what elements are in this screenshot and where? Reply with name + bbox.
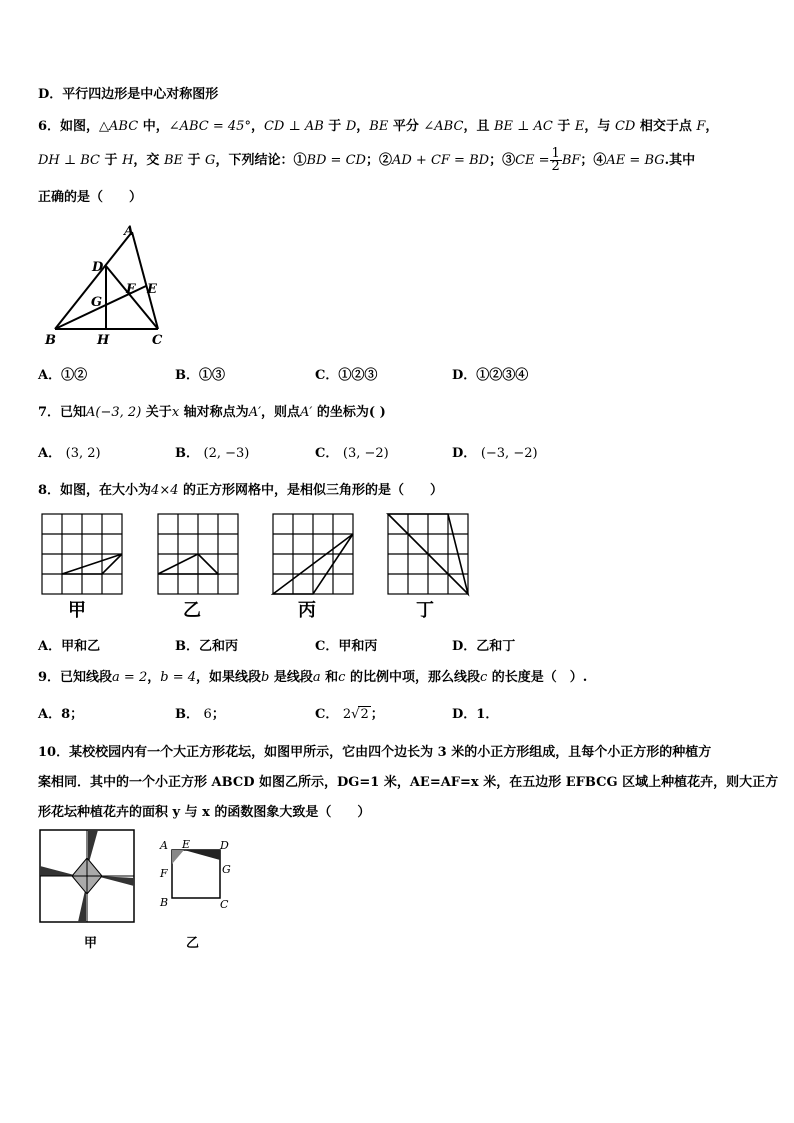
q6-c1: BD = CD [306, 153, 366, 168]
q7-option-d[interactable] [452, 442, 538, 461]
q9-b: b [261, 670, 270, 685]
q8-grid-yi [156, 512, 246, 622]
q10-label-jia: 甲 [84, 936, 98, 951]
q6-angle: ∠ABC = 45° [168, 119, 251, 134]
q6-t2: ， [250, 119, 264, 134]
q9-t3: 是线段 [269, 670, 313, 685]
q6-label-c: C [152, 333, 163, 347]
q9-option-c-radicand: 2 [360, 707, 369, 722]
q6-option-a[interactable]: A．①② [38, 368, 88, 383]
q6-triangle-figure [40, 222, 180, 347]
q7-option-a-value: (3, 2) [65, 446, 101, 461]
q6-t3: 于 [323, 119, 346, 134]
q10-label-d: D [220, 839, 229, 852]
q6-label-d: D [92, 260, 104, 275]
q9-option-b-letter: B． [175, 707, 199, 722]
q8-size: 4×4 [151, 483, 179, 498]
q9-option-b[interactable] [175, 703, 225, 722]
q6-perp1: CD ⊥ AB [263, 119, 324, 134]
q7-num: 7．已知 [38, 405, 87, 420]
q6-perp2: BE ⊥ AC [493, 119, 553, 134]
q6-dh-perp: DH ⊥ BC [38, 153, 100, 168]
q7-ap2: A′ [300, 405, 313, 420]
q7-x: x [171, 405, 180, 420]
q10-label-e: E [182, 838, 191, 851]
q6-f: F [696, 119, 706, 134]
q6-angle2: ∠ABC [423, 119, 464, 134]
q6-l2e: ，下列结论：① [215, 153, 307, 168]
q7-option-b-letter: B． [175, 446, 199, 461]
q10-label-yi: 乙 [186, 936, 200, 951]
q9-c2: c [479, 670, 488, 685]
q9-a: a [312, 670, 321, 685]
q6-c4: AE = BG [606, 153, 665, 168]
q7-ap: A′ [248, 405, 262, 420]
q7-line [38, 401, 386, 420]
q6-cd: CD [614, 119, 636, 134]
q6-be: BE [369, 119, 389, 134]
q6-frac-den: 2 [551, 159, 560, 174]
q6-l2g: ；③ [489, 153, 516, 168]
q8-label-ding: 丁 [416, 600, 434, 621]
q9-t4: 和 [320, 670, 339, 685]
q7-option-d-letter: D． [452, 446, 477, 461]
q8-num: 8．如图，在大小为 [38, 483, 152, 498]
q8-option-c[interactable]: C．甲和丙 [315, 639, 378, 654]
q5-option-d: D．平行四边形是中心对称图形 [38, 87, 219, 102]
q6-line3: 正确的是（ ） [38, 190, 143, 205]
q8-line [38, 479, 443, 498]
q9-option-a[interactable]: A．8； [38, 707, 84, 722]
q6-label-a: A [124, 224, 135, 239]
q10-label-f: F [160, 867, 168, 880]
q6-t7: 于 [552, 119, 575, 134]
q7-t1: 关于 [141, 405, 172, 420]
q6-l2i: .其中 [664, 153, 696, 168]
q8-option-a[interactable]: A．甲和乙 [38, 639, 101, 654]
q9-num: 9．已知线段 [38, 670, 113, 685]
q10-figure-jia [38, 828, 138, 924]
q6-t9: 相交于点 [635, 119, 697, 134]
q6-t4: ， [356, 119, 370, 134]
q7-t3: ，则点 [261, 405, 301, 420]
q6-c3b: BF [561, 153, 581, 168]
q6-d: D [345, 119, 357, 134]
q7-option-c[interactable] [315, 442, 389, 461]
q7-option-b[interactable] [175, 442, 249, 461]
q10-label-b: B [160, 896, 169, 909]
q6-l2c: ，交 [133, 153, 164, 168]
q10-line3: 形花坛种植花卉的面积 y 与 x 的函数图象大致是（ ） [38, 805, 371, 820]
q6-l2b: 于 [100, 153, 123, 168]
q9-t1: ， [147, 670, 161, 685]
q6-fraction [550, 148, 562, 173]
q6-l2d: 于 [182, 153, 206, 168]
q6-t1: 中， [138, 119, 169, 134]
q9-option-b-semi: ； [211, 707, 225, 722]
q6-label-e: E [147, 282, 157, 297]
q10-line2: 案相同．其中的一个小正方形 ABCD 如图乙所示，DG=1 米，AE=AF=x 米，在五边形 EFBCG 区域上种植花卉，则大正方 [38, 775, 779, 790]
q9-option-c-semi: ； [370, 707, 384, 722]
q9-b-eq: b = 4 [160, 670, 196, 685]
q7-option-b-value: (2, −3) [203, 446, 250, 461]
q9-line [38, 666, 587, 685]
q7-option-c-value: (3, −2) [342, 446, 389, 461]
q7-t4: 的坐标为( ) [312, 405, 386, 420]
q10-label-a: A [160, 839, 168, 852]
q6-c3a: CE = [515, 153, 550, 168]
q10-line1: 10．某校校园内有一个大正方形花坛，如图甲所示，它由四个边长为 3 米的小正方形组成，且每个小正方形的种植方 [38, 745, 712, 760]
q7-point: A(−3, 2) [86, 405, 142, 420]
q6-line1 [38, 115, 718, 134]
q6-triangle: △ABC [99, 119, 139, 134]
q6-g: G [205, 153, 216, 168]
q6-frac-num: 1 [551, 146, 560, 161]
q6-c2: AD + CF = BD [391, 153, 490, 168]
q8-label-jia: 甲 [68, 600, 86, 621]
q9-option-c[interactable] [315, 703, 384, 722]
q6-l2f: ；② [365, 153, 392, 168]
q8-t1: 的正方形网格中，是相似三角形的是（ ） [178, 483, 444, 498]
q6-label-f: F [126, 282, 136, 297]
q8-option-b[interactable]: B．乙和丙 [175, 639, 238, 654]
q9-t5: 的比例中项，那么线段 [345, 670, 480, 685]
q10-label-c: C [220, 898, 229, 911]
q6-line2 [38, 148, 695, 173]
q8-option-d[interactable]: D．乙和丁 [452, 639, 516, 654]
q6-h: H [122, 153, 134, 168]
q9-t6: 的长度是（ ）. [487, 670, 588, 685]
q6-option-b[interactable]: B．①③ [175, 368, 225, 383]
q7-option-d-value: (−3, −2) [480, 446, 538, 461]
q6-t8: ，与 [584, 119, 615, 134]
q6-t6: ，且 [463, 119, 494, 134]
q9-t2: ，如果线段 [196, 670, 262, 685]
q9-c: c [338, 670, 346, 685]
q9-sqrt-icon: √ [351, 707, 360, 722]
q6-label-g: G [91, 295, 103, 310]
q6-option-c[interactable]: C．①②③ [315, 368, 378, 383]
q10-label-g: G [222, 863, 231, 876]
q9-option-c-coef: 2 [342, 707, 352, 722]
q8-grid-bing [271, 512, 361, 622]
q9-option-d[interactable]: D．1． [452, 707, 499, 722]
q9-option-b-value: 6 [203, 707, 212, 722]
q6-t10: ， [705, 119, 719, 134]
q6-t5: 平分 [388, 119, 424, 134]
q6-label-b: B [45, 333, 56, 347]
q10-figure-yi [156, 836, 236, 912]
q6-option-d[interactable]: D．①②③④ [452, 368, 529, 383]
q8-label-yi: 乙 [183, 600, 201, 621]
q9-option-c-letter: C． [315, 707, 339, 722]
q8-label-bing: 丙 [298, 600, 316, 621]
q6-num: 6．如图， [38, 119, 100, 134]
q6-label-h: H [97, 333, 110, 347]
q6-l2h: ；④ [580, 153, 607, 168]
q7-option-c-letter: C． [315, 446, 339, 461]
q6-be2: BE [163, 153, 183, 168]
q7-option-a-letter: A． [38, 446, 62, 461]
q9-a-eq: a = 2 [112, 670, 148, 685]
q6-e: E [574, 119, 585, 134]
q7-t2: 轴对称点为 [179, 405, 249, 420]
q7-option-a[interactable] [38, 442, 101, 461]
